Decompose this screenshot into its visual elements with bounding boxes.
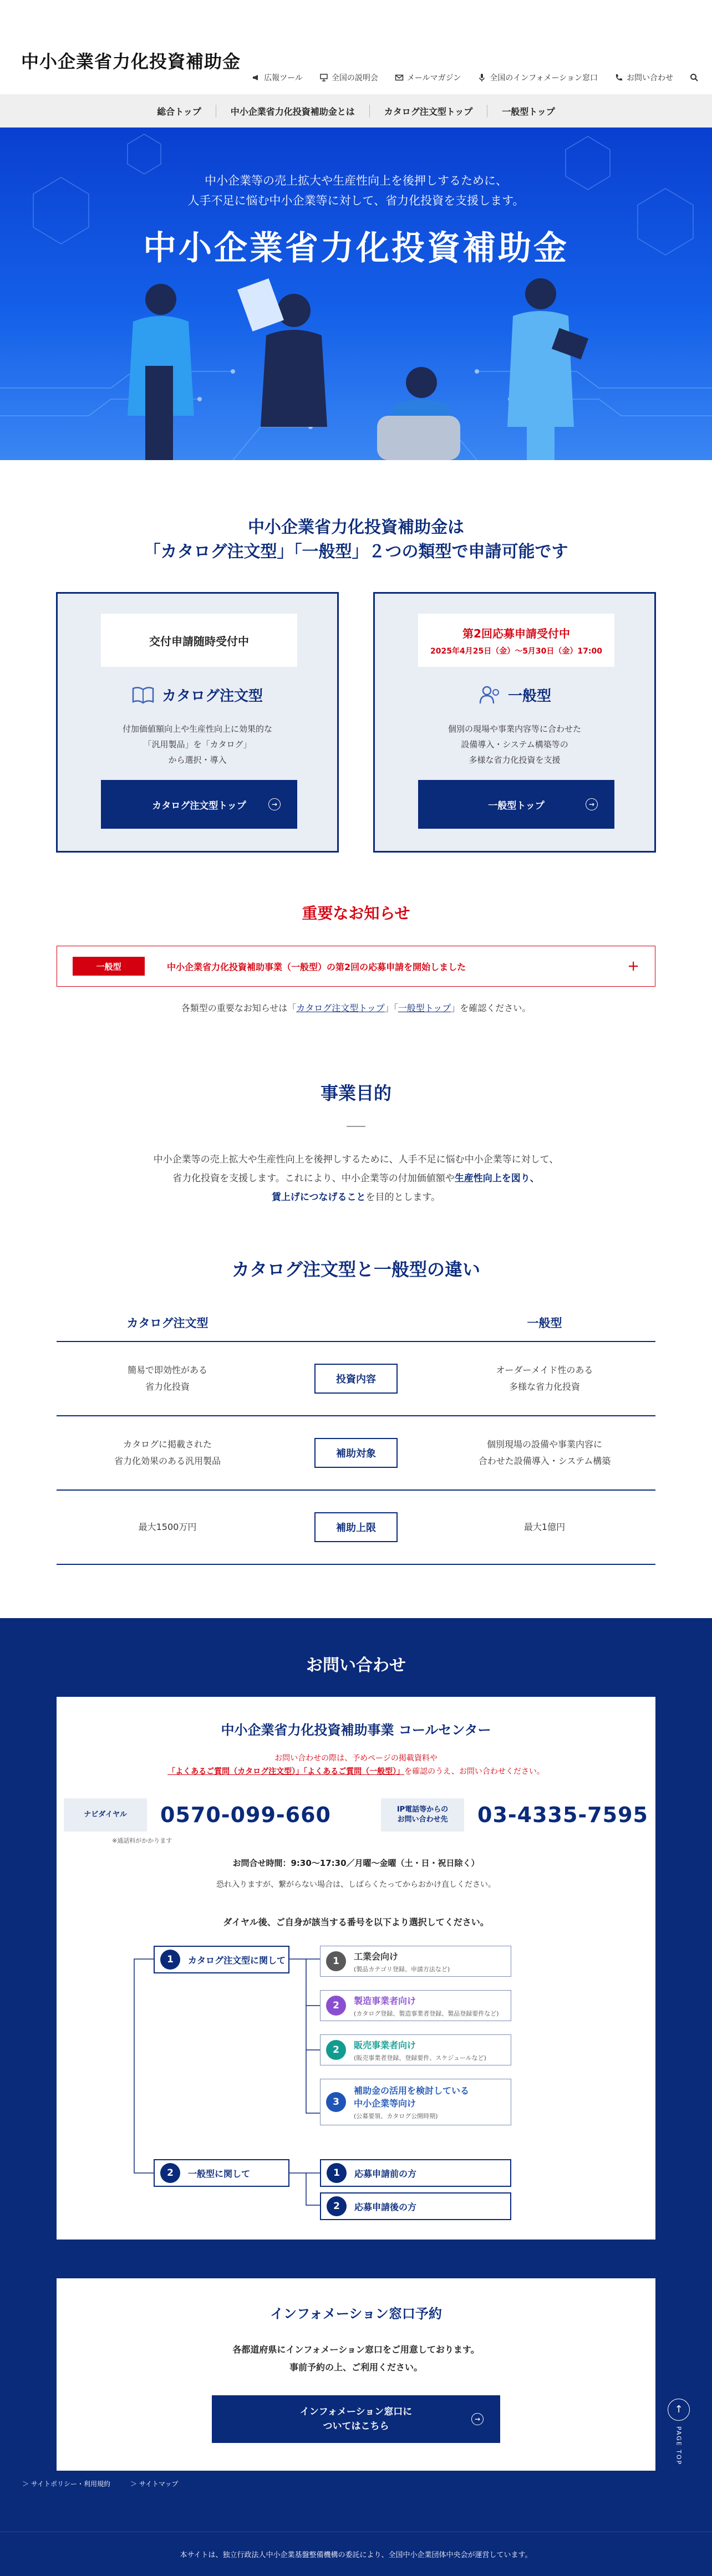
contact-hours: お問合せ時間：9:30～17:30／月曜～金曜（土・日・祝日除く）	[232, 1858, 480, 1868]
table-row: カタログに掲載された 省力化効果のある汎用製品 補助対象 個別現場の設備や事業内容に 合わせた設備導入・システム構築	[57, 1416, 655, 1491]
divider	[347, 1126, 365, 1127]
ip-phone	[381, 1798, 648, 1832]
call-center-note: お問い合わせの際は、予めページの掲載資料や 「よくあるご質問（カタログ注文型）」「よくあるご質問（一般型）」を確認のうえ、お問い合わせください。	[167, 1754, 545, 1776]
phone-number-navi[interactable]: 0570-099-660	[160, 1803, 331, 1827]
notice-title: 重要なお知らせ	[302, 904, 410, 922]
notice-tag: 一般型	[73, 957, 145, 976]
dial-tree	[57, 1940, 655, 2217]
dial-option-general: 2 一般型に関して	[154, 2159, 289, 2187]
compare-header	[57, 1314, 655, 1342]
info-desk-title: インフォメーション窓口予約	[270, 2306, 442, 2322]
types-section	[0, 460, 712, 853]
notice-subtext: 各類型の重要なお知らせは「カタログ注文型トップ」「一般型トップ」を確認ください。	[181, 1003, 531, 1013]
microphone-icon	[477, 73, 486, 82]
call-center-box	[57, 1697, 655, 2240]
contact-title: お問い合わせ	[306, 1656, 406, 1675]
notice-section	[0, 901, 712, 1014]
hero-title: 中小企業省力化投資補助金	[143, 229, 569, 268]
notice-text: 中小企業省力化投資補助事業（一般型）の第2回の応募申請を開始しました	[167, 961, 466, 972]
dial-option-industry: 1 工業会向け (製品カテゴリ登録、申請方法など)	[320, 1946, 511, 1977]
search-icon	[690, 73, 699, 82]
navi-dial	[64, 1798, 331, 1832]
faq-general-link[interactable]: 「よくあるご質問（一般型）」	[303, 1767, 405, 1776]
dial-option-maker: 2 製造事業者向け (カタログ登録、製造事業者登録、製品登録要件など)	[320, 1990, 511, 2021]
arrow-right-icon: →	[471, 2413, 484, 2425]
purpose-title: 事業目的	[320, 1083, 391, 1104]
compare-section	[0, 1256, 712, 1565]
phone-numbers	[57, 1798, 655, 1832]
compare-head-general: 一般型	[527, 1317, 562, 1330]
dial-instruction: ダイヤル後、ご自身が該当する番号を以下より選択してください。	[223, 1917, 489, 1927]
hero-lead: 中小企業等の売上拡大や生産性向上を後押しするために、 人手不足に悩む中小企業等に対して、省力化投資を支援します。	[187, 174, 525, 207]
purpose-section	[0, 1079, 712, 1207]
call-center-title: 中小企業省力化投資補助事業 コールセンター	[221, 1722, 491, 1738]
nav-catalog[interactable]: カタログ注文型トップ	[370, 105, 488, 118]
global-nav	[0, 94, 712, 127]
util-link-pr[interactable]: 広報ツール	[252, 72, 303, 83]
presentation-icon	[319, 73, 328, 82]
megaphone-icon	[252, 73, 261, 82]
card-title: 一般型	[375, 685, 654, 705]
card-title: カタログ注文型	[58, 685, 337, 705]
site-logo[interactable]: 中小企業省力化投資補助金	[21, 51, 241, 72]
util-link-contact[interactable]: お問い合わせ	[614, 72, 673, 83]
types-title: 中小企業省力化投資補助金は 「カタログ注文型」「一般型」２つの類型で申請可能です	[144, 518, 568, 562]
catalog-book-icon	[132, 686, 154, 704]
dial-option-seller: 2 販売事業者向け (販売事業者登録、登録要件、スケジュールなど)	[320, 2034, 511, 2065]
footer-link-policy[interactable]: ＞ サイトポリシー・利用規約	[22, 2480, 110, 2488]
faq-catalog-link[interactable]: 「よくあるご質問（カタログ注文型）」	[167, 1767, 304, 1776]
status-badge: 交付申請随時受付中	[101, 614, 297, 667]
dial-option-after: 2 応募申請後の方	[320, 2192, 511, 2220]
site-footer	[0, 2532, 712, 2576]
phone-note: ※通話料がかかります	[112, 1837, 172, 1844]
arrow-right-icon: →	[268, 798, 281, 810]
util-link-mail[interactable]: メールマガジン	[395, 72, 461, 83]
dial-option-before: 1 応募申請前の方	[320, 2159, 511, 2187]
nav-about[interactable]: 中小企業省力化投資補助金とは	[216, 105, 370, 118]
util-link-info[interactable]: 全国のインフォメーション窓口	[477, 72, 598, 83]
card-description: 個別の現場や事業内容等に合わせた 設備導入・システム構築等の 多様な省力化投資を支援	[447, 724, 581, 765]
catalog-top-button[interactable]: カタログ注文型トップ →	[101, 780, 297, 829]
table-row: 簡易で即効性がある 省力化投資 投資内容 オーダーメイド性のある 多様な省力化投資	[57, 1342, 655, 1416]
card-description: 付加価値額向上や生産性向上に効果的な 「汎用製品」を「カタログ」 から選択・導入	[122, 724, 272, 765]
compare-table	[57, 1314, 655, 1565]
footer-credit: 本サイトは、独立行政法人中小企業基盤整備機構の委託により、全国中小企業団体中央会が運営しています。	[180, 2551, 532, 2559]
info-desk-box	[57, 2278, 655, 2471]
purpose-text: 中小企業等の売上拡大や生産性向上を後押しするために、人手不足に悩む中小企業等に対して、 省力化投資を支援します。これにより、中小企業等の付加価値額や生産性向上を図り、 賃上げにつなげることを目的とします。	[153, 1154, 559, 1203]
general-top-button[interactable]: 一般型トップ →	[418, 780, 614, 829]
card-general	[373, 592, 656, 853]
type-cards	[0, 592, 712, 853]
contact-hours-note: 恐れ入りますが、繋がらない場合は、しばらくたってからおかけ直しください。	[216, 1880, 496, 1889]
info-desk-button[interactable]: インフォメーション窓口に ついてはこちら →	[212, 2395, 500, 2443]
compare-title: カタログ注文型と一般型の違い	[231, 1259, 480, 1280]
row-label: 補助上限	[314, 1512, 398, 1542]
footer-links	[22, 2479, 179, 2488]
worker-icon	[478, 686, 500, 705]
phone-icon	[614, 73, 623, 82]
util-link-seminar[interactable]: 全国の説明会	[319, 72, 378, 83]
plus-icon: +	[627, 958, 639, 975]
hero-banner	[0, 127, 712, 460]
phone-label: ナビダイヤル	[64, 1798, 147, 1832]
status-badge: 第2回応募申請受付中 2025年4月25日（金）～5月30日（金）17:00	[418, 614, 614, 667]
contact-section	[0, 1618, 712, 2532]
compare-head-catalog: カタログ注文型	[126, 1317, 208, 1330]
arrow-up-icon: ↑	[668, 2399, 690, 2421]
notice-link-catalog[interactable]: カタログ注文型トップ	[296, 1003, 385, 1013]
arrow-right-icon: →	[586, 798, 598, 810]
nav-general[interactable]: 一般型トップ	[502, 106, 555, 117]
dial-option-catalog: 1 カタログ注文型に関して	[154, 1946, 289, 1973]
page-top-button[interactable]: ↑ PAGE TOP	[668, 2399, 690, 2465]
phone-number-ip[interactable]: 03-4335-7595	[477, 1803, 648, 1827]
search-button[interactable]	[690, 73, 699, 82]
dial-option-sme: 3 補助金の活用を検討している 中小企業等向け (公募要領、カタログ公開時期)	[320, 2079, 511, 2125]
footer-link-sitemap[interactable]: ＞ サイトマップ	[130, 2480, 179, 2488]
site-header	[0, 0, 712, 94]
card-catalog	[56, 592, 339, 853]
mail-icon	[395, 73, 404, 82]
utility-nav	[252, 72, 699, 83]
table-row: 最大1500万円 補助上限 最大1億円	[57, 1491, 655, 1565]
phone-label: IP電話等からの お問い合わせ先	[381, 1798, 464, 1832]
nav-top[interactable]: 総合トップ	[143, 105, 216, 118]
info-desk-text: 各都道府県にインフォメーション窓口をご用意しております。 事前予約の上、ご利用ください。	[232, 2344, 480, 2373]
notice-item[interactable]	[57, 946, 655, 987]
notice-link-general[interactable]: 一般型トップ	[398, 1003, 451, 1013]
row-label: 補助対象	[314, 1438, 398, 1468]
row-label: 投資内容	[314, 1364, 398, 1394]
